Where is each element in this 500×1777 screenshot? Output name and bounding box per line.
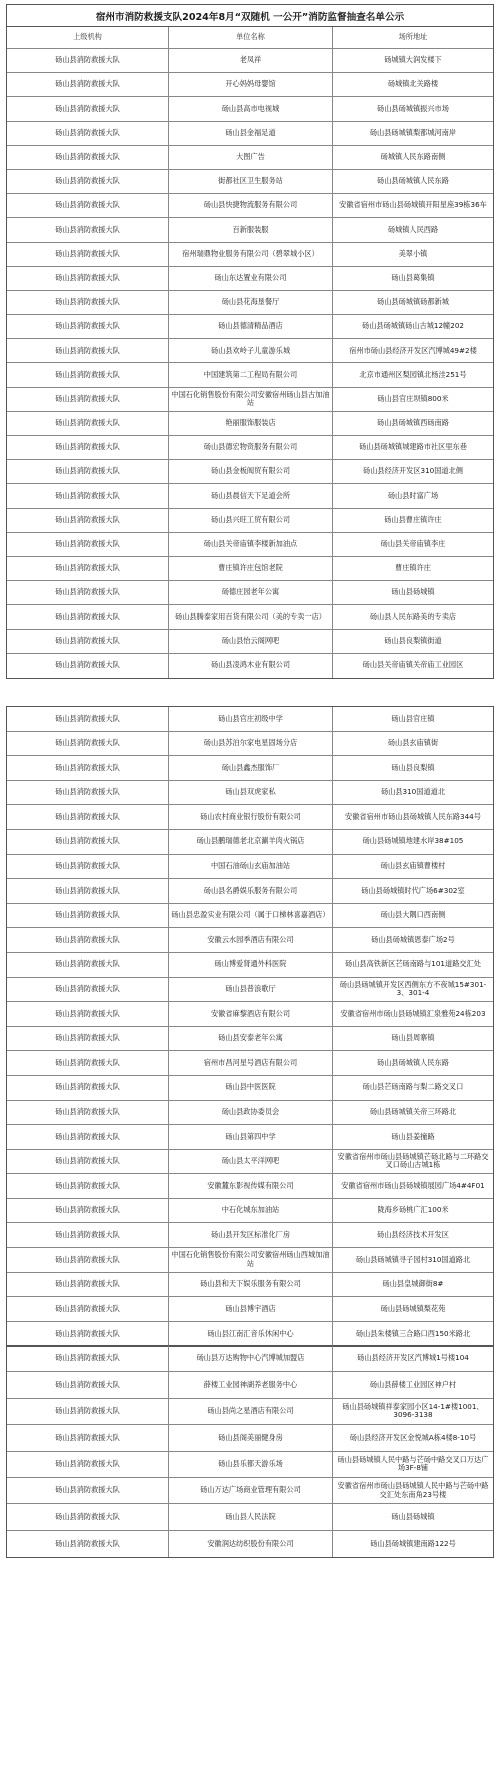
cell-superior-org: 砀山县消防救援大队 [7,805,169,829]
cell-address: 砀山县砀城镇恩泰广场2号 [371,934,455,944]
cell-superior-org: 砀山县消防救援大队 [7,630,169,653]
cell-unit-name: 中国石化销售股份有限公司安徽宿州砀山西城加油站 [169,1248,333,1272]
cell-superior-org: 砀山县消防救援大队 [7,654,169,678]
cell-address: 砀山县砀城镇人民东路 [377,176,449,186]
cell-unit-name: 砀山县乐都天游乐场 [169,1452,333,1477]
cell-address: 砀山县曹庄镇许庄 [384,514,442,524]
table-row [7,412,493,436]
cell-unit-name: 安徽润达纺织股份有限公司 [169,1531,333,1557]
cell-address: 安徽省宿州市砀山县砀城镇人民东路344号 [345,811,481,821]
table-row [7,953,493,978]
cell-unit-name: 中国石油砀山玄庙加油站 [169,855,333,879]
cell-address: 砀山县官庄坝镇800米 [377,393,449,403]
table-row [7,97,493,121]
table-row [7,509,493,533]
cell-superior-org: 砀山县消防救援大队 [7,1452,169,1477]
cell-address: 砀山县砀城镇祥泰家园小区14-1#楼1001、3096-3138 [342,1401,484,1420]
table-row [7,581,493,605]
cell-unit-name: 砀山县苏泊尔家电星固场分店 [169,732,333,756]
cell-superior-org: 砀山县消防救援大队 [7,904,169,928]
table-row [7,533,493,557]
cell-superior-org: 砀山县消防救援大队 [7,1504,169,1529]
cell-address: 砀山县经济技术开发区 [377,1229,449,1239]
cell-superior-org: 砀山县消防救援大队 [7,1101,169,1125]
cell-address: 宿州市砀山县经济开发区汽博城49#2楼 [349,345,477,355]
cell-superior-org: 砀山县消防救援大队 [7,756,169,780]
table-section-2 [6,706,494,1347]
table-row [7,291,493,315]
cell-address: 砀山县310国道道北 [380,787,446,797]
cell-unit-name: 砀山万达广场商业管理有限公司 [169,1478,333,1503]
cell-unit-name: 砀山农村商业银行股份有限公司 [169,805,333,829]
table-row [7,484,493,508]
cell-unit-name: 大图广告 [169,146,333,169]
cell-superior-org: 砀山县消防救援大队 [7,1478,169,1503]
cell-address: 砀城镇人民东路南侧 [380,152,446,162]
cell-unit-name: 砀山县鑫杰服饰厂 [169,756,333,780]
table-row [7,315,493,339]
table-row [7,978,493,1003]
cell-superior-org: 砀山县消防救援大队 [7,1150,169,1174]
header-unit-name: 单位名称 [169,27,333,48]
cell-address: 砀山县砀城镇建南路122号 [370,1538,456,1548]
table-row [7,855,493,880]
cell-superior-org: 砀山县消防救援大队 [7,732,169,756]
cell-address: 砀山县人民东路美的专卖店 [369,611,457,621]
cell-superior-org: 砀山县消防救援大队 [7,267,169,290]
table-row [7,339,493,363]
table-row [7,557,493,581]
table-row [7,1199,493,1224]
cell-superior-org: 砀山县消防救援大队 [7,146,169,169]
cell-superior-org: 砀山县消防救援大队 [7,1223,169,1247]
cell-address: 北京市通州区梨园镇北杨洼251号 [359,369,467,379]
cell-unit-name: 砀山县双虎家私 [169,781,333,805]
table-row [7,904,493,929]
table-row [7,1425,493,1451]
cell-unit-name: 曹庄镇许庄包馆老院 [169,557,333,580]
cell-address: 砀山县良梨镇 [391,762,435,772]
cell-address: 砀山县姜撞路 [391,1131,435,1141]
cell-unit-name: 砀山县江南汇音乐休闲中心 [169,1322,333,1347]
table-row [7,1027,493,1052]
cell-address: 砀山县朱楼镇三合路口西150米路北 [355,1328,471,1338]
cell-superior-org: 砀山县消防救援大队 [7,707,169,731]
cell-superior-org: 砀山县消防救援大队 [7,978,169,1002]
cell-unit-name: 砀山县太平洋网吧 [169,1150,333,1174]
cell-unit-name: 砀山县德清精品酒店 [169,315,333,338]
table-row [7,830,493,855]
cell-address: 砀山县砀城镇西砀南路 [377,418,449,428]
cell-superior-org: 砀山县消防救援大队 [7,1248,169,1272]
cell-superior-org: 砀山县消防救援大队 [7,1273,169,1297]
cell-unit-name: 砀山县普浪歌厅 [169,978,333,1002]
cell-unit-name: 砀山博爱肾通外科医院 [169,953,333,977]
cell-superior-org: 砀山县消防救援大队 [7,460,169,483]
cell-unit-name: 中国石化销售股份有限公司安徽宿州砀山县古加油站 [169,388,333,411]
cell-unit-name: 砀山县安泰老年公寓 [169,1027,333,1051]
cell-address: 砀山县关帝庙镇关帝庙工业园区 [362,660,464,670]
cell-unit-name: 砀山县博宇酒店 [169,1297,333,1321]
cell-unit-name: 砀山县欢岭子儿童游乐城 [169,339,333,362]
cell-superior-org: 砀山县消防救援大队 [7,339,169,362]
cell-address: 砀城镇北关路楼 [387,79,439,89]
cell-address: 砀山县高铁新区芒砀南路与101道路交汇处 [345,959,481,969]
cell-superior-org: 砀山县消防救援大队 [7,928,169,952]
cell-superior-org: 砀山县消防救援大队 [7,1076,169,1100]
cell-superior-org: 砀山县消防救援大队 [7,243,169,266]
cell-unit-name: 砀山县腾泰家用百货有限公司（美的专卖一店） [169,605,333,628]
cell-unit-name: 砀山县第四中学 [169,1125,333,1149]
cell-superior-org: 砀山县消防救援大队 [7,605,169,628]
table-row [7,630,493,654]
cell-superior-org: 砀山县消防救援大队 [7,1174,169,1198]
table-row [7,1478,493,1504]
cell-address: 砀山县砀城镇人民东路 [377,1057,449,1067]
table-row [7,388,493,412]
cell-superior-org: 砀山县消防救援大队 [7,1425,169,1450]
cell-address: 砀山县砀城镇 [391,1511,435,1521]
cell-unit-name: 砀山县怡云阁网吧 [169,630,333,653]
cell-address: 曹庄镇许庄 [395,563,431,573]
cell-unit-name: 砀山县金板阀贸有限公司 [169,460,333,483]
cell-unit-name: 开心妈妈母婴馆 [169,73,333,96]
cell-unit-name: 砀山县尚之星酒店有限公司 [169,1399,333,1424]
cell-superior-org: 砀山县消防救援大队 [7,484,169,507]
table-row [7,218,493,242]
cell-superior-org: 砀山县消防救援大队 [7,363,169,386]
cell-superior-org: 砀山县消防救援大队 [7,1002,169,1026]
table-row [7,460,493,484]
cell-address: 砀山县芒砀南路与梨二路交叉口 [362,1082,464,1092]
cell-superior-org: 砀山县消防救援大队 [7,315,169,338]
cell-superior-org: 砀山县消防救援大队 [7,781,169,805]
cell-address: 安徽省宿州市砀山县砀城镇开阳星座39栋36车 [339,200,487,210]
table-row [7,879,493,904]
table-row [7,1531,493,1557]
cell-address: 砀山县经济开发区汽博城1号楼104 [357,1353,469,1363]
cell-superior-org: 砀山县消防救援大队 [7,953,169,977]
table-row [7,781,493,806]
cell-superior-org: 砀山县消防救援大队 [7,412,169,435]
cell-superior-org: 砀山县消防救援大队 [7,73,169,96]
cell-unit-name: 砀山县忠盈实业有限公司（属于口梯林喜嘉酒店） [169,904,333,928]
cell-unit-name: 砀德庄园老年公寓 [169,581,333,604]
cell-superior-org: 砀山县消防救援大队 [7,581,169,604]
table-row [7,1322,493,1347]
cell-superior-org: 砀山县消防救援大队 [7,194,169,217]
table-row [7,243,493,267]
cell-address: 砀山县玄庙镇街 [387,738,439,748]
cell-superior-org: 砀山县消防救援大队 [7,97,169,120]
cell-superior-org: 砀山县消防救援大队 [7,1531,169,1557]
cell-superior-org: 砀山县消防救援大队 [7,218,169,241]
table-row [7,436,493,460]
cell-unit-name: 安徽云水园季酒店有限公司 [169,928,333,952]
table-row [7,654,493,678]
cell-unit-name: 砀山县名爵娱乐服务有限公司 [169,879,333,903]
table-row [7,1125,493,1150]
cell-superior-org: 砀山县消防救援大队 [7,557,169,580]
cell-address: 砀山县周寨镇 [391,1033,435,1043]
table-row [7,49,493,73]
header-superior-org: 上级机构 [7,27,169,48]
table-row [7,1076,493,1101]
cell-unit-name: 中石化城东加油站 [169,1199,333,1223]
table-row [7,1399,493,1425]
table-row [7,707,493,732]
cell-superior-org: 砀山县消防救援大队 [7,855,169,879]
cell-unit-name: 砀山东达置业有限公司 [169,267,333,290]
cell-unit-name: 砀山县阁美丽健身房 [169,1425,333,1450]
cell-address: 砀山县砀城镇寻子园村310国道路北 [355,1254,471,1264]
table-row [7,1297,493,1322]
table-row [7,267,493,291]
cell-superior-org: 砀山县消防救援大队 [7,509,169,532]
cell-superior-org: 砀山县消防救援大队 [7,879,169,903]
cell-unit-name: 砀山县关帝庙镇李楼新加油点 [169,533,333,556]
cell-superior-org: 砀山县消防救援大队 [7,388,169,411]
cell-unit-name: 薛楼工业园神湖养老服务中心 [169,1372,333,1397]
cell-unit-name: 艳丽服饰服装店 [169,412,333,435]
cell-address: 砀山县薛楼工业园区神户村 [369,1379,457,1389]
cell-unit-name: 砀山县和天下娱乐服务有限公司 [169,1273,333,1297]
cell-unit-name: 砀山县花海垦餐厅 [169,291,333,314]
cell-unit-name: 砀山县中医医院 [169,1076,333,1100]
cell-address: 砀山县砀城镇梨都城河南岸 [369,127,457,137]
cell-address: 砀山县时富广场 [387,490,439,500]
cell-unit-name: 砀山县鹏瑞德老北京涮羊肉火锅店 [169,830,333,854]
table-row [7,805,493,830]
cell-superior-org: 砀山县消防救援大队 [7,436,169,459]
cell-address: 砀山县砀城镇关帝三环路北 [369,1107,457,1116]
cell-unit-name: 砀山县官庄初级中学 [169,707,333,731]
table-row [7,605,493,629]
cell-address: 砀山县官庄镇 [391,713,435,723]
cell-superior-org: 砀山县消防救援大队 [7,1199,169,1223]
cell-unit-name: 砀山县晨信天下足道会所 [169,484,333,507]
table-row [7,1051,493,1076]
cell-unit-name: 宿州市昌河星号酒店有限公司 [169,1051,333,1075]
cell-unit-name: 街都社区卫生服务站 [169,170,333,193]
cell-address: 砀山县砀城镇砀都新城 [377,297,449,307]
cell-address: 砀山县砀城镇地建水岸38#105 [362,836,464,846]
cell-address: 砀山县砀城镇城建路市社区里东巷 [359,442,467,452]
cell-superior-org: 砀山县消防救援大队 [7,170,169,193]
table-row [7,756,493,781]
table-row [7,1346,493,1372]
cell-address: 砀山县皇城御街8# [382,1279,444,1289]
cell-superior-org: 砀山县消防救援大队 [7,1346,169,1371]
table-row [7,1002,493,1027]
table-header-row [7,27,493,49]
table-row [7,170,493,194]
cell-address: 砀山县关帝庙镇李庄 [380,539,446,549]
cell-unit-name: 砀山县万达购物中心汽博城加盟店 [169,1346,333,1371]
cell-unit-name: 砀山县金福足道 [169,122,333,145]
cell-address: 砀山县砀城镇梨花苑 [380,1303,446,1313]
cell-address: 安徽省宿州市砀山县砀城镇人民中路与芒砀中路交汇处东南角23号楼 [337,1481,489,1499]
cell-unit-name: 安徽省麻黎酒店有限公司 [169,1002,333,1026]
cell-unit-name: 砀山县人民法院 [169,1504,333,1529]
cell-address: 美翠小镇 [398,248,428,258]
cell-address: 砀山县砀城镇时代广场6#302室 [361,885,465,895]
cell-address: 安徽省宿州市砀山县砀城镇汇泉雅苑24栋203 [340,1008,486,1018]
cell-address: 砀山县经济开发区金悦城A栋4楼8-10号 [349,1432,477,1442]
table-row [7,363,493,387]
cell-unit-name: 砀山县凌鸿木业有限公司 [169,654,333,678]
table-row [7,1248,493,1273]
cell-address: 砀山县砀城镇人民中路与芒砀中路交叉口万达广场3F-8铺 [337,1454,489,1473]
table-row [7,194,493,218]
cell-unit-name: 安徽麓东影视传媒有限公司 [169,1174,333,1198]
table-row [7,1174,493,1199]
cell-address: 砀山县大隅口西南侧 [380,910,446,920]
table-row [7,1150,493,1175]
cell-address: 砀山县经济开发区310国道北侧 [363,466,463,476]
cell-superior-org: 砀山县消防救援大队 [7,122,169,145]
cell-superior-org: 砀山县消防救援大队 [7,49,169,72]
table-row [7,928,493,953]
cell-superior-org: 砀山县消防救援大队 [7,1372,169,1397]
cell-address: 陇海乡砀桃广汇100米 [377,1205,449,1215]
cell-address: 安徽省宿州市砀山县砀城镇展园广场4#4F01 [341,1180,485,1190]
cell-superior-org: 砀山县消防救援大队 [7,1125,169,1149]
table-row [7,1273,493,1298]
cell-superior-org: 砀山县消防救援大队 [7,291,169,314]
cell-superior-org: 砀山县消防救援大队 [7,1322,169,1347]
cell-unit-name: 砀山县开发区标准化厂房 [169,1223,333,1247]
cell-unit-name: 砀山县快捷物流服务有限公司 [169,194,333,217]
table-row [7,73,493,97]
cell-unit-name: 中国建筑第二工程局有限公司 [169,363,333,386]
table-row [7,1101,493,1126]
cell-address: 砀山县葛集镇 [391,272,435,282]
cell-address: 砀山县砀城镇振兴市场 [377,103,449,113]
cell-address: 砀城镇人民西路 [387,224,439,234]
cell-superior-org: 砀山县消防救援大队 [7,533,169,556]
cell-superior-org: 砀山县消防救援大队 [7,1399,169,1424]
table-section-3 [6,1345,494,1558]
cell-superior-org: 砀山县消防救援大队 [7,1297,169,1321]
header-address: 场所地址 [398,32,428,42]
table-row [7,1504,493,1530]
cell-superior-org: 砀山县消防救援大队 [7,1051,169,1075]
cell-address: 砀山县砀城镇 [391,587,435,597]
cell-address: 砀山县良梨镇街道 [384,635,442,645]
table-row [7,122,493,146]
document-title: 宿州市消防救援支队2024年8月“双随机 一公开”消防监督抽查名单公示 [6,4,494,26]
table-row [7,1452,493,1478]
cell-address: 砀山县砀城镇砀山古城12幢202 [362,321,464,331]
cell-address: 砀山县砀城镇开发区西侧东方不夜城15#301-3、301-4 [339,979,487,998]
cell-address: 砀城镇大润发楼下 [384,55,442,65]
cell-unit-name: 宿州瑞鼎物业服务有限公司（碧翠城小区） [169,243,333,266]
table-row [7,1223,493,1248]
table-row [7,1372,493,1398]
cell-superior-org: 砀山县消防救援大队 [7,1027,169,1051]
table-section-1 [6,26,494,679]
cell-unit-name: 砀山县德宏物资服务有限公司 [169,436,333,459]
table-row [7,732,493,757]
cell-unit-name: 老凤祥 [169,49,333,72]
cell-superior-org: 砀山县消防救援大队 [7,830,169,854]
cell-address: 砀山县玄庙镇曹楼村 [380,861,446,871]
cell-unit-name: 砀山县政协委员会 [169,1101,333,1125]
cell-address: 安徽省宿州市砀山县砀城镇芒砀北路与二环路交叉口砀山古城1栋 [337,1151,489,1170]
cell-unit-name: 百新服装服 [169,218,333,241]
table-row [7,146,493,170]
cell-unit-name: 砀山县高市电视城 [169,97,333,120]
cell-unit-name: 砀山县兴旺工贸有限公司 [169,509,333,532]
